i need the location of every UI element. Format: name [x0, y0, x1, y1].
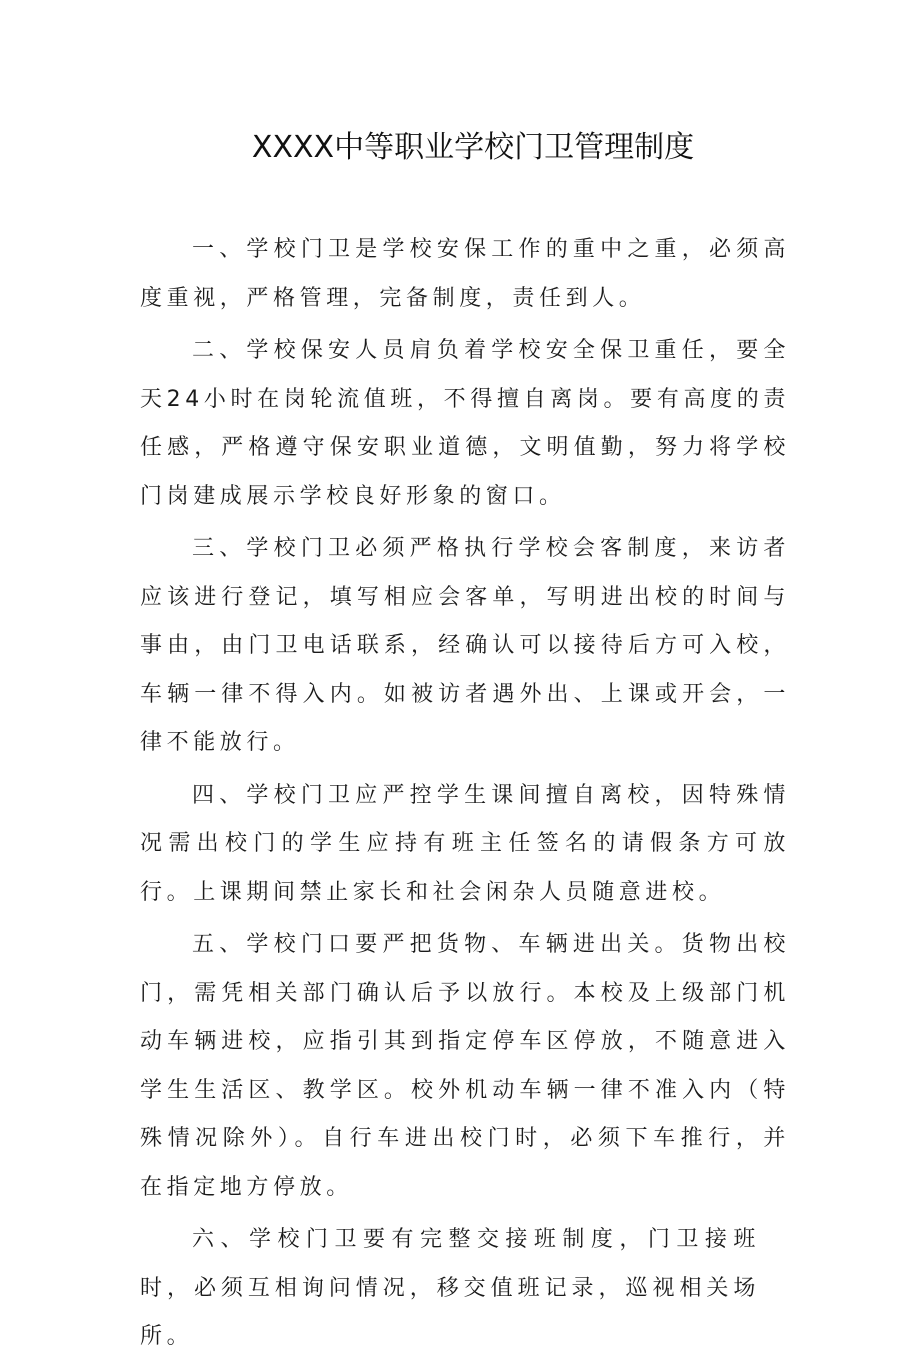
- paragraph-4: 四、学校门卫应严控学生课间擅自离校，因特殊情况需出校门的学生应持有班主任签名的请假条方可放行。上课期间禁止家长和社会闲杂人员随意进校。: [140, 782, 790, 905]
- paragraph-6: 六、学校门卫要有完整交接班制度，门卫接班时，必须互相询问情况，移交值班记录，巡视相关场所。: [140, 1227, 760, 1349]
- document-title: XXXX中等职业学校门卫管理制度: [251, 130, 695, 165]
- paragraph-2: 二、学校保安人员肩负着学校安全保卫重任，要全天24小时在岗轮流值班，不得擅自离岗。要有高度的责任感，严格遵守保安职业道德，文明值勤，努力将学校门岗建成展示学校良好形象的窗口。: [140, 338, 790, 509]
- document-body: [140, 226, 790, 1366]
- paragraph-3: 三、学校门卫必须严格执行学校会客制度，来访者应该进行登记，填写相应会客单，写明进出校的时间与事由，由门卫电话联系，经确认可以接待后方可入校，车辆一律不得入内。如被访者遇外出、上课或开会，一律不能放行。: [140, 536, 790, 755]
- paragraph-1: 一、学校门卫是学校安保工作的重中之重，必须高度重视，严格管理，完备制度，责任到人。: [140, 237, 790, 311]
- paragraph-5: 五、学校门口要严把货物、车辆进出关。货物出校门，需凭相关部门确认后予以放行。本校及上级部门机动车辆进校，应指引其到指定停车区停放，不随意进入学生生活区、教学区。校外机动车辆一律不准入内（特殊情况除外）。自行车进出校门时，必须下车推行，并在指定地方停放。: [140, 932, 790, 1200]
